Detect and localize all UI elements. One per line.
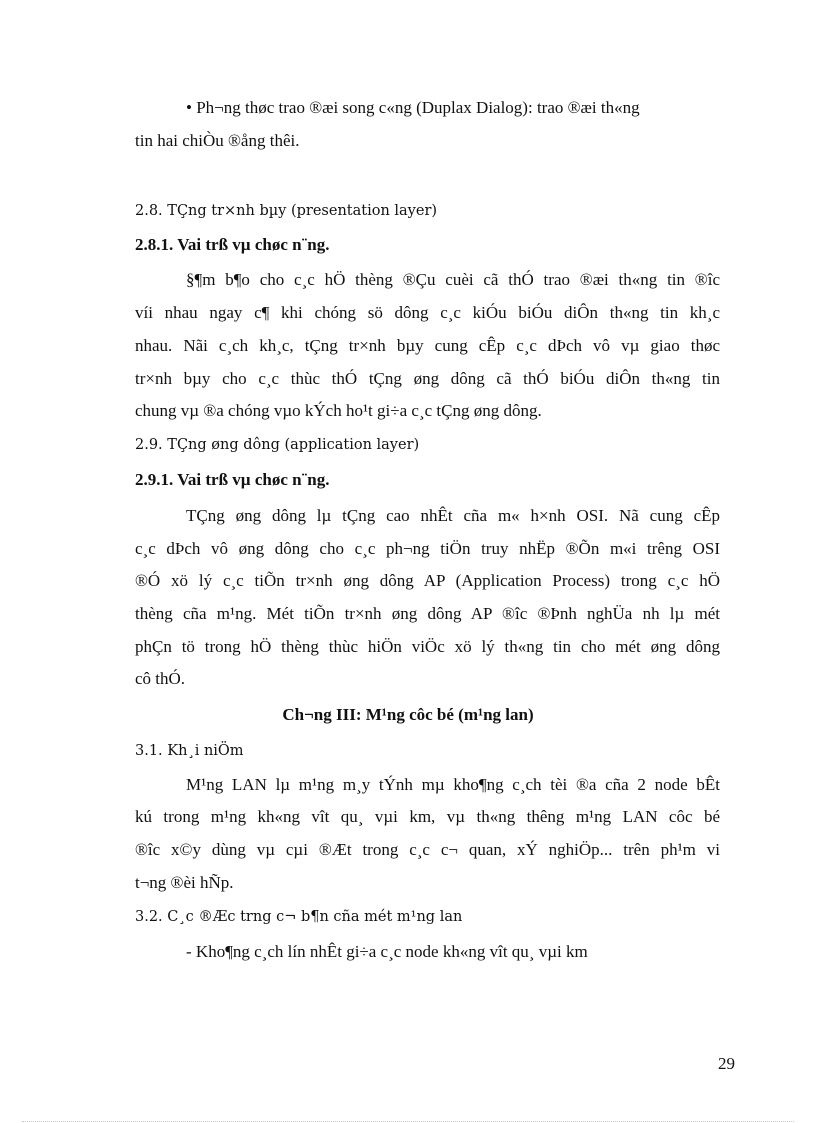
subsection-heading: 2.8.1. Vai trß vµ chøc n¨ng. <box>135 235 330 254</box>
text-line: - Kho¶ng c¸ch lín nhÊt gi÷a c¸c node kh«ng vît qu¸ vµi km <box>186 942 588 961</box>
text-line: TÇng øng dông lµ tÇng cao nhÊt cña m« h×nh OSI. Nã cung cÊp <box>186 506 720 525</box>
text-line: chung vµ ®a chóng vµo kÝch ho¹t gi÷a c¸c tÇng øng dông. <box>135 401 542 420</box>
page-border <box>22 1121 794 1122</box>
section-heading: 2.9. TÇng øng dông (application layer) <box>135 437 420 453</box>
text-line: cô thÓ. <box>135 669 186 688</box>
chapter-title: Ch¬ng III: M¹ng côc bé (m¹ng lan) <box>282 705 534 724</box>
text-line: ®Ó xö lý c¸c tiÕn tr×nh øng dông AP (Application Process) trong c¸c hÖ <box>135 571 720 590</box>
text-line: c¸c dÞch vô øng dông cho c¸c ph¬ng tiÖn truy nhËp ®Õn m«i trêng OSI <box>135 539 720 558</box>
section-heading: 3.2. C¸c ®Æc trng c¬ b¶n cña mét m¹ng lan <box>135 909 463 925</box>
text-line: kú trong m¹ng kh«ng vît qu¸ vµi km, vµ th«ng thêng m¹ng LAN côc bé <box>135 807 720 826</box>
text-line: thèng cña m¹ng. Mét tiÕn tr×nh øng dông AP ®îc ®Þnh nghÜa nh lµ mét <box>135 604 720 623</box>
section-heading: 3.1. Kh¸i niÖm <box>135 743 244 759</box>
text-line: t¬ng ®èi hÑp. <box>135 873 234 892</box>
text-line: M¹ng LAN lµ m¹ng m¸y tÝnh mµ kho¶ng c¸ch tèi ®a cña 2 node bÊt <box>186 775 720 794</box>
page-number: 29 <box>718 1054 735 1073</box>
text-line: • Ph¬ng thøc trao ®æi song c«ng (Duplax Dialog): trao ®æi th«ng <box>186 98 640 117</box>
text-line: §¶m b¶o cho c¸c hÖ thèng ®Çu cuèi cã thÓ trao ®æi th«ng tin ®îc <box>186 270 720 289</box>
text-line: tin hai chiÒu ®ång thêi. <box>135 131 300 150</box>
text-line: víi nhau ngay c¶ khi chóng sö dông c¸c kiÓu biÓu diÔn th«ng tin kh¸c <box>135 303 720 322</box>
text-line: nhau. Nãi c¸ch kh¸c, tÇng tr×nh bµy cung cÊp c¸c dÞch vô vµ giao thøc <box>135 336 720 355</box>
section-heading: 2.8. TÇng tr×nh bµy (presentation layer) <box>135 203 438 219</box>
text-line: tr×nh bµy cho c¸c thùc thÓ tÇng øng dông cã thÓ biÓu diÔn th«ng tin <box>135 369 720 388</box>
text-line: ®îc x©y dùng vµ cµi ®Æt trong c¸c c¬ quan, xÝ nghiÖp... trên ph¹m vi <box>135 840 720 859</box>
text-line: phÇn tö trong hÖ thèng thùc hiÖn viÖc xö lý th«ng tin cho mét øng dông <box>135 637 720 656</box>
subsection-heading: 2.9.1. Vai trß vµ chøc n¨ng. <box>135 470 330 489</box>
